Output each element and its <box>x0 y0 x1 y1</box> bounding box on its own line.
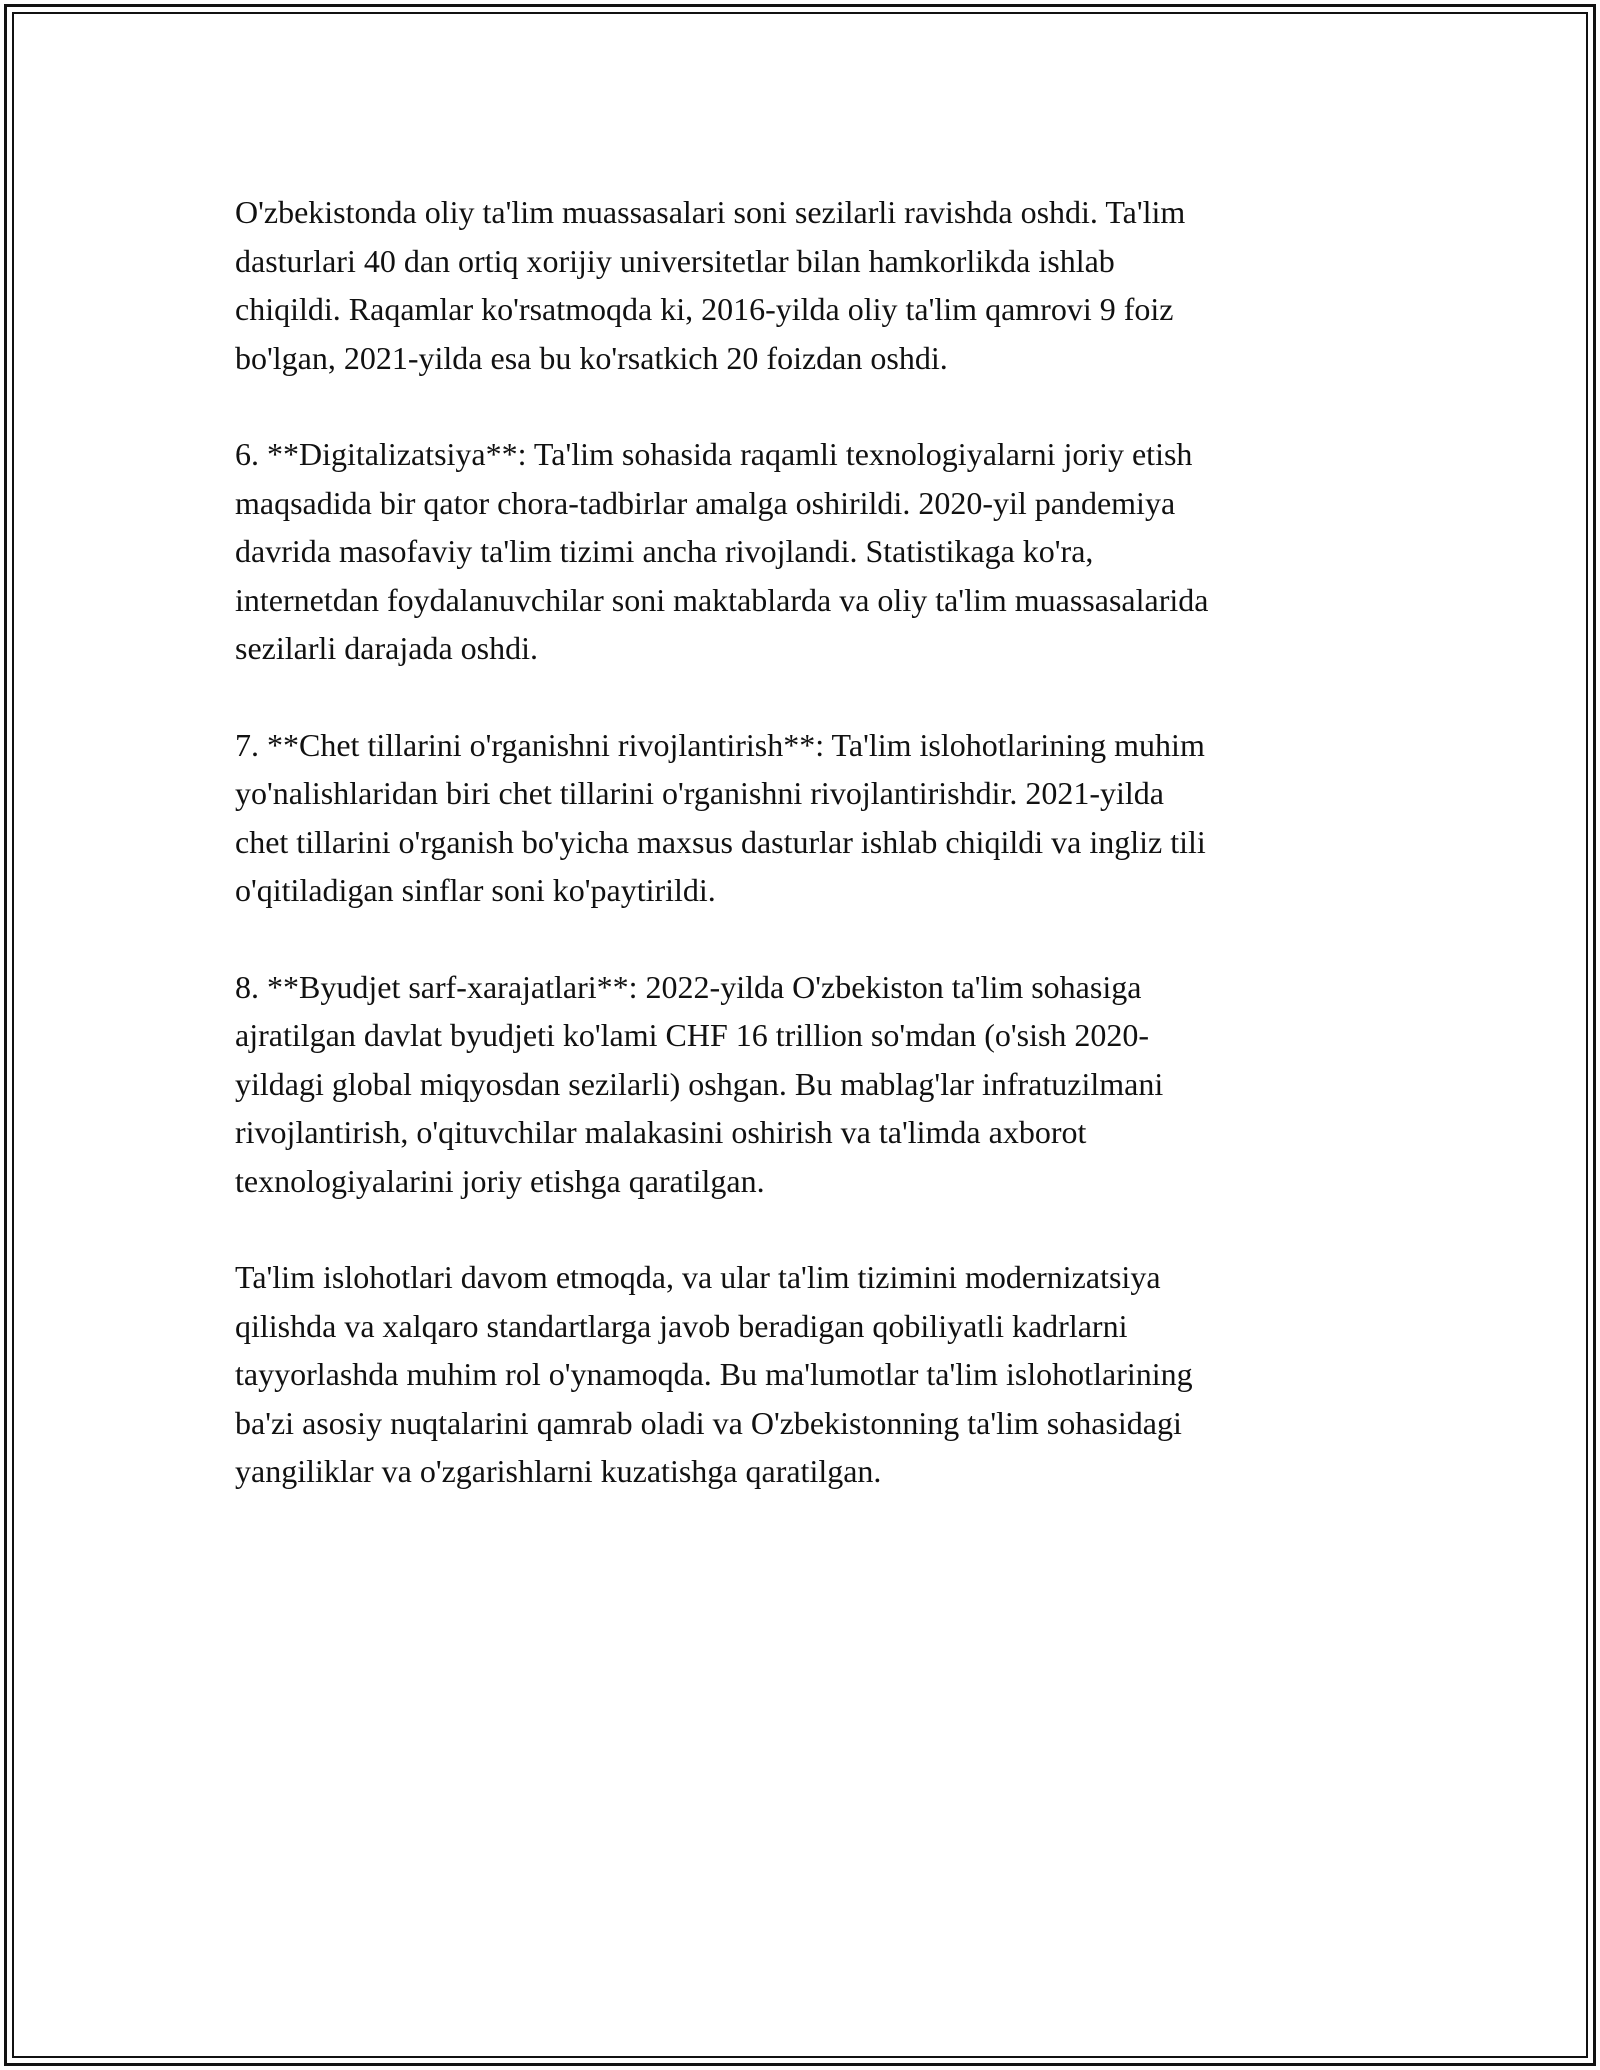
paragraph-conclusion: Ta'lim islohotlari davom etmoqda, va ular ta'lim tizimini modernizatsiya qilishda va xalqaro standartlarga javob beradigan qobiliyatli kadrlarni tayyorlashda muhim rol o'ynamoqda. Bu ma'lumotlar ta'lim islohotlarining ba'zi asosiy nuqtalarini qamrab oladi va O'zbekistonning ta'lim sohasidagi yangiliklar va o'zgarishlarni kuzatishga qaratilgan. <box>235 1259 1193 1489</box>
paragraph-digitalization: 6. **Digitalizatsiya**: Ta'lim sohasida raqamli texnologiyalarni joriy etish maqsadida bir qator chora-tadbirlar amalga oshirildi. 2020-yil pandemiya davrida masofaviy ta'lim tizimi ancha rivojlandi. Statistikaga ko'ra, internetdan foydalanuvchilar soni maktablarda va oliy ta'lim muassasalarida sezilarli darajada oshdi. <box>235 436 1209 666</box>
paragraph-foreign-languages: 7. **Chet tillarini o'rganishni rivojlantirish**: Ta'lim islohotlarining muhim yo'nalishlaridan biri chet tillarini o'rganishni rivojlantirishdir. 2021-yilda chet tillarini o'rganish bo'yicha maxsus dasturlar ishlab chiqildi va ingliz tili o'qitiladigan sinflar soni ko'paytirildi. <box>235 726 1206 908</box>
paragraph-budget: 8. **Byudjet sarf-xarajatlari**: 2022-yilda O'zbekiston ta'lim sohasiga ajratilgan davlat byudjeti ko'lami CHF 16 trillion so'mdan (o'sish 2020- yildagi global miqyosdan sezilarli) oshgan. Bu mablag'lar infratuzilmani rivojlantirish, o'qituvchilar malakasini oshirish va ta'limda axborot texnologiyalarini joriy etishga qaratilgan. <box>235 968 1164 1199</box>
paragraph-intro: O'zbekistonda oliy ta'lim muassasalari soni sezilarli ravishda oshdi. Ta'lim dasturlari 40 dan ortiq xorijiy universitetlar bilan hamkorlikda ishlab chiqildi. Raqamlar ko'rsatmoqda ki, 2016-yilda oliy ta'lim qamrovi 9 foiz bo'lgan, 2021-yilda esa bu ko'rsatkich 20 foizdan oshdi. <box>235 194 1186 376</box>
document-body <box>235 188 1385 1496</box>
